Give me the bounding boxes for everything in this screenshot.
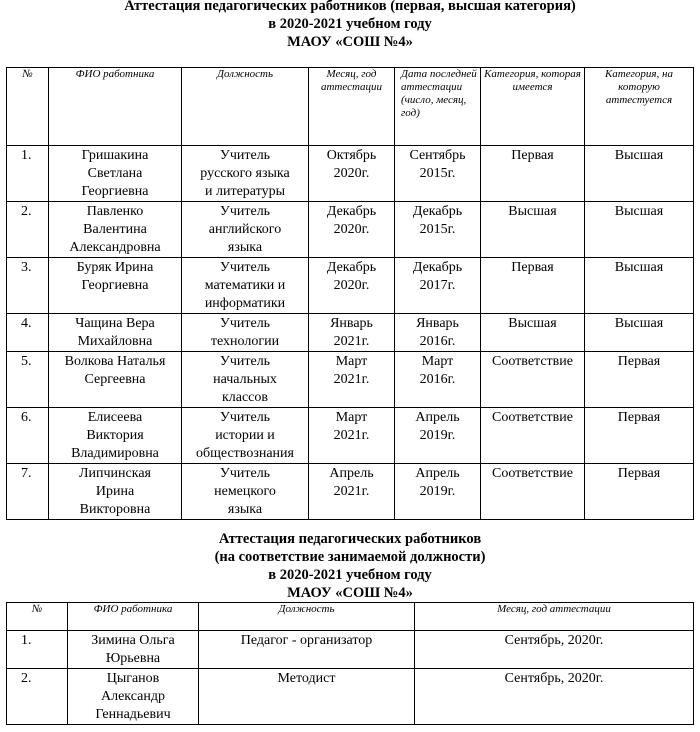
attestation-month-cell: [309, 464, 395, 520]
employee-position: Учитель немецкого языка: [214, 466, 276, 517]
employee-position: Учитель технологии: [210, 316, 280, 349]
last-attestation: Январь 2016г.: [416, 316, 459, 349]
last-attestation-cell: [395, 464, 481, 520]
attestation-month: Декабрь 2020г.: [326, 204, 377, 237]
current-category-cell: [481, 464, 585, 520]
employee-name: Гришакина Светлана Георгиевна: [81, 148, 149, 199]
last-attestation-cell: [395, 314, 481, 352]
header-attestation-month: Месяц, год аттестации: [309, 68, 395, 146]
employee-position-cell: [182, 314, 309, 352]
employee-name-cell: [49, 202, 182, 258]
employee-name: Зимина Ольга Юрьевна: [91, 633, 175, 666]
header-name: ФИО работника: [68, 603, 199, 631]
header-attestation-month: Месяц, год аттестации: [415, 603, 694, 631]
employee-position-cell: [182, 352, 309, 408]
last-attestation: Декабрь 2017г.: [412, 260, 463, 293]
current-category: Соответствие: [492, 410, 573, 425]
current-category: Соответствие: [492, 466, 573, 481]
attestation-month: Март 2021г.: [333, 354, 370, 387]
table1-title-line-2: в 2020-2021 учебном году: [268, 16, 432, 32]
employee-position-cell: [182, 464, 309, 520]
current-category: Первая: [511, 260, 554, 275]
target-category-cell: [585, 258, 694, 314]
table-row: [7, 314, 694, 352]
last-attestation: Апрель 2019г.: [415, 410, 460, 443]
header-number: №: [7, 68, 49, 146]
table-row: [7, 464, 694, 520]
table2-title-line-4: МАОУ «СОШ №4»: [287, 585, 413, 601]
last-attestation: Апрель 2019г.: [415, 466, 460, 499]
target-category-cell: [585, 202, 694, 258]
row-number: 3.: [21, 260, 32, 275]
employee-position: Педагог - организатор: [240, 633, 373, 648]
employee-name-cell: [49, 408, 182, 464]
header-current-category: Категория, которая имеется: [481, 68, 585, 146]
attestation-month: Март 2021г.: [333, 410, 370, 443]
employee-name: Буряк Ирина Георгиевна: [76, 260, 154, 293]
row-number: 2.: [21, 204, 32, 219]
last-attestation-cell: [395, 202, 481, 258]
header-target-category: Категория, на которую аттестуется: [585, 68, 694, 146]
row-number-cell: [7, 669, 68, 725]
last-attestation-cell: [395, 146, 481, 202]
current-category: Соответствие: [492, 354, 573, 369]
employee-position: Учитель начальных классов: [213, 354, 277, 405]
header-position: Должность: [182, 68, 309, 146]
employee-name: Елисеева Виктория Владимировна: [71, 410, 159, 461]
current-category: Высшая: [508, 316, 557, 331]
target-category-cell: [585, 314, 694, 352]
row-number-cell: [7, 202, 49, 258]
conformity-attestation-table: [6, 602, 694, 725]
employee-position: Учитель истории и обществознания: [196, 410, 294, 461]
header-last-attestation: Дата последней аттестации (число, месяц, год): [395, 68, 481, 146]
current-category: Высшая: [508, 204, 557, 219]
attestation-month: Декабрь 2020г.: [326, 260, 377, 293]
current-category-cell: [481, 202, 585, 258]
table-row: [7, 258, 694, 314]
table1-title-line-1: Аттестация педагогических работников (первая, высшая категория): [124, 0, 576, 14]
table1-title: [0, 0, 700, 51]
table1-title-line-3: МАОУ «СОШ №4»: [287, 34, 413, 50]
employee-name-cell: [68, 669, 199, 725]
employee-name: Павленко Валентина Александровна: [69, 204, 161, 255]
last-attestation-cell: [395, 258, 481, 314]
target-category: Высшая: [614, 148, 664, 163]
employee-position: Методист: [277, 671, 336, 686]
attestation-month: Апрель 2021г.: [329, 466, 374, 499]
table-row: [7, 408, 694, 464]
table-row: [7, 352, 694, 408]
attestation-month-cell: [415, 631, 694, 669]
current-category-cell: [481, 314, 585, 352]
attestation-month-cell: [309, 258, 395, 314]
attestation-month: Сентябрь, 2020г.: [504, 671, 604, 686]
target-category-cell: [585, 464, 694, 520]
header-name: ФИО работника: [49, 68, 182, 146]
table-row: [7, 631, 694, 669]
employee-name: Волкова Наталья Сергеевна: [64, 354, 166, 387]
last-attestation-cell: [395, 352, 481, 408]
employee-position-cell: [182, 202, 309, 258]
target-category: Первая: [617, 466, 661, 481]
target-category: Высшая: [614, 260, 664, 275]
last-attestation: Март 2016г.: [419, 354, 456, 387]
attestation-month-cell: [309, 408, 395, 464]
header-number: №: [7, 603, 68, 631]
employee-position-cell: [182, 408, 309, 464]
employee-name-cell: [49, 314, 182, 352]
category-attestation-table: [6, 67, 694, 520]
table-header-row: [7, 68, 694, 146]
attestation-month: Январь 2021г.: [330, 316, 373, 349]
header-position: Должность: [199, 603, 415, 631]
table-row: [7, 669, 694, 725]
last-attestation-cell: [395, 408, 481, 464]
attestation-month: Сентябрь, 2020г.: [504, 633, 604, 648]
employee-position-cell: [199, 631, 415, 669]
row-number-cell: [7, 464, 49, 520]
employee-name: Чащина Вера Михайловна: [75, 316, 155, 349]
employee-name: Цыганов Александр Геннадьевич: [95, 671, 171, 722]
target-category: Первая: [617, 354, 661, 369]
last-attestation: Декабрь 2015г.: [412, 204, 463, 237]
target-category-cell: [585, 146, 694, 202]
employee-name-cell: [49, 258, 182, 314]
employee-position-cell: [182, 146, 309, 202]
current-category-cell: [481, 408, 585, 464]
last-attestation: Сентябрь 2015г.: [409, 148, 466, 181]
attestation-month-cell: [415, 669, 694, 725]
employee-name: Липчинская Ирина Викторовна: [79, 466, 151, 517]
current-category-cell: [481, 146, 585, 202]
attestation-month-cell: [309, 202, 395, 258]
current-category-cell: [481, 258, 585, 314]
employee-name-cell: [68, 631, 199, 669]
row-number: 5.: [21, 354, 32, 369]
employee-position-cell: [182, 258, 309, 314]
employee-position: Учитель математики и информатики: [204, 260, 286, 311]
target-category-cell: [585, 408, 694, 464]
row-number-cell: [7, 314, 49, 352]
row-number: 4.: [21, 316, 32, 331]
row-number-cell: [7, 146, 49, 202]
row-number: 2.: [21, 671, 32, 686]
employee-position-cell: [199, 669, 415, 725]
table2-title-line-3: в 2020-2021 учебном году: [268, 567, 432, 583]
employee-name-cell: [49, 352, 182, 408]
row-number: 7.: [21, 466, 32, 481]
row-number-cell: [7, 258, 49, 314]
table2-title-line-1: Аттестация педагогических работников: [218, 531, 482, 547]
table-row: [7, 146, 694, 202]
row-number: 6.: [21, 410, 32, 425]
target-category: Высшая: [614, 204, 664, 219]
table2-title: [0, 530, 700, 602]
row-number: 1.: [21, 148, 32, 163]
current-category-cell: [481, 352, 585, 408]
table2-title-line-2: (на соответствие занимаемой должности): [214, 549, 486, 565]
target-category-cell: [585, 352, 694, 408]
attestation-month-cell: [309, 314, 395, 352]
row-number-cell: [7, 352, 49, 408]
table-row: [7, 202, 694, 258]
target-category: Первая: [617, 410, 661, 425]
attestation-month: Октябрь 2020г.: [326, 148, 377, 181]
attestation-month-cell: [309, 146, 395, 202]
employee-name-cell: [49, 146, 182, 202]
row-number-cell: [7, 631, 68, 669]
employee-name-cell: [49, 464, 182, 520]
table-header-row: [7, 603, 694, 631]
current-category: Первая: [511, 148, 554, 163]
target-category: Высшая: [614, 316, 664, 331]
row-number: 1.: [21, 633, 32, 648]
employee-position: Учитель английского языка: [208, 204, 282, 255]
employee-position: Учитель русского языка и литературы: [200, 148, 290, 199]
attestation-month-cell: [309, 352, 395, 408]
row-number-cell: [7, 408, 49, 464]
